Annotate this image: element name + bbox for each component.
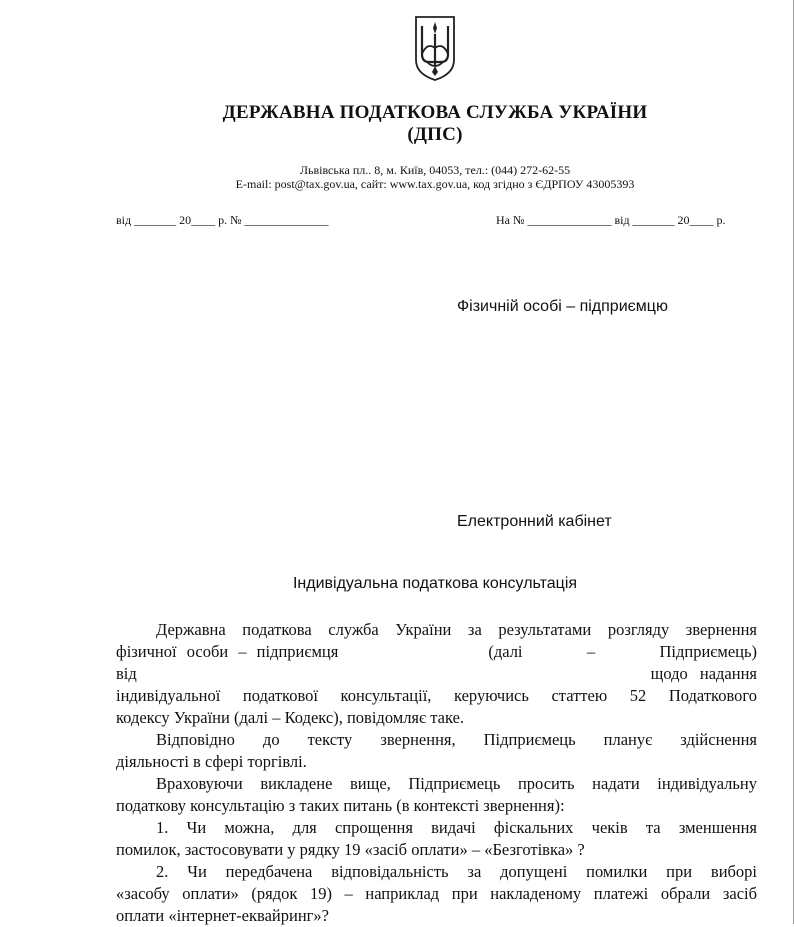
paragraph-line: Відповідно до тексту звернення, Підприємець планує здійснення (156, 730, 757, 749)
question-line: 1. Чи можна, для спрощення видачі фіскальних чеків та зменшення (156, 818, 757, 837)
organization-name: ДЕРЖАВНА ПОДАТКОВА СЛУЖБА УКРАЇНИ (222, 102, 648, 123)
address-line: Львівська пл.. 8, м. Київ, 04053, тел.: (044) 272-62-55 (299, 163, 571, 177)
question-line: оплати «інтернет-еквайринг»? (116, 906, 330, 925)
text-fragment: фізичної особи – підприємця (116, 642, 339, 661)
contacts-line: E-mail: post@tax.gov.ua, сайт: www.tax.gov.ua, код згідно з ЄДРПОУ 43005393 (235, 177, 635, 191)
paragraph-line: кодексу України (далі – Кодекс), повідомляє таке. (116, 708, 465, 727)
text-fragment: (далі – Підприємець) (488, 642, 757, 661)
question-line: помилок, застосовувати у рядку 19 «засіб оплати» – «Безготівка» ? (116, 840, 585, 859)
question-line: «засобу оплати» (рядок 19) – наприклад при накладеному платежі обрали засіб (116, 884, 757, 903)
paragraph-line: діяльності в сфері торгівлі. (116, 752, 307, 771)
text-fragment: щодо надання (650, 664, 757, 683)
question-line: 2. Чи передбачена відповідальність за допущені помилки при виборі (156, 862, 757, 881)
document-body (116, 619, 757, 927)
paragraph-line: Державна податкова служба України за результатами розгляду звернення (156, 620, 757, 639)
incoming-reference: На № ______________ від _______ 20____ р. (496, 213, 726, 227)
outgoing-reference: від _______ 20____ р. № ______________ (116, 213, 329, 227)
paragraph-line: податкову консультацію з таких питань (в контексті звернення): (116, 796, 565, 815)
trident-emblem-icon (413, 14, 457, 82)
recipient-channel: Електронний кабінет (457, 513, 612, 530)
paragraph-line: індивідуальної податкової консультації, керуючись статтею 52 Податкового (116, 686, 757, 705)
organization-abbreviation: (ДПС) (407, 124, 463, 145)
paragraph-line (116, 641, 757, 663)
text-fragment: від (116, 664, 137, 683)
document-title: Індивідуальна податкова консультація (292, 575, 578, 592)
paragraph-line (116, 663, 757, 685)
paragraph-line: Враховуючи викладене вище, Підприємець просить надати індивідуальну (156, 774, 757, 793)
recipient-line: Фізичній особі – підприємцю (457, 298, 668, 315)
